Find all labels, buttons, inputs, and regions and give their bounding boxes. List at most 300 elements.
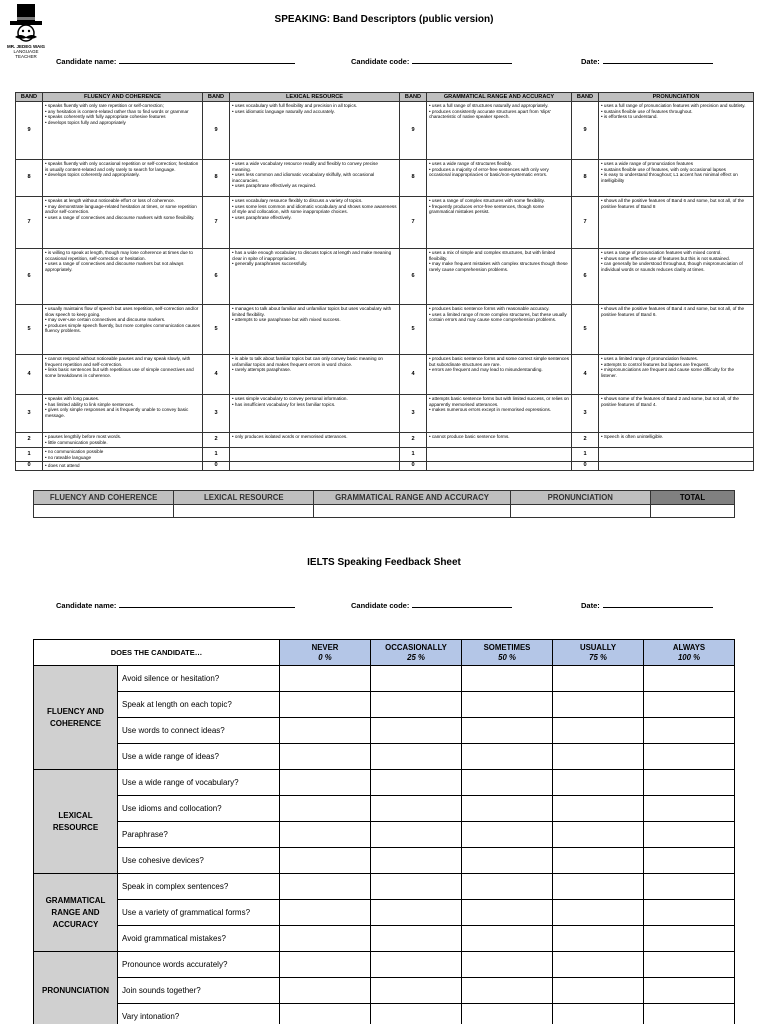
fc-descriptor-cell xyxy=(43,448,203,462)
descriptor-line: • is easy to understand throughout; L1 accent has minimal effect on intelligibility xyxy=(601,172,738,183)
descriptor-line: • any hesitation is content-related rather than to find words or grammar xyxy=(45,108,189,114)
band-descriptors-table xyxy=(15,92,754,471)
gra-descriptor-cell xyxy=(427,448,572,462)
rating-cell[interactable] xyxy=(553,692,644,718)
descriptor-line: • produces basic sentence forms with reasonable accuracy. xyxy=(429,306,550,311)
rating-cell[interactable] xyxy=(462,848,553,874)
band-row xyxy=(16,305,754,355)
descriptor-line: • may demonstrate language-related hesitation at times, or some repetition and/or self-correction. xyxy=(45,203,197,215)
does-the-candidate-header: DOES THE CANDIDATE… xyxy=(34,640,280,666)
rating-cell[interactable] xyxy=(644,1004,735,1024)
question-row xyxy=(34,692,735,718)
band-number: 3 xyxy=(16,395,43,433)
pr-descriptor-cell xyxy=(599,160,754,197)
rating-cell[interactable] xyxy=(462,770,553,796)
descriptor-line: • uses a wide range of structures flexibly. xyxy=(429,161,512,166)
rating-cell[interactable] xyxy=(280,718,371,744)
descriptor-line: • uses vocabulary with full flexibility and precision in all topics. xyxy=(232,103,358,108)
descriptor-line: • uses paraphrase effectively. xyxy=(232,214,292,220)
band-number: 7 xyxy=(203,197,230,249)
rating-cell[interactable] xyxy=(280,666,371,692)
band-number: 1 xyxy=(400,448,427,462)
band-number: 8 xyxy=(203,160,230,197)
rating-cell[interactable] xyxy=(644,692,735,718)
pr-descriptor-cell xyxy=(599,433,754,448)
band-number: 5 xyxy=(572,305,599,355)
band-number: 9 xyxy=(572,102,599,160)
descriptor-line: • produces simple speech fluently, but more complex communication causes fluency problems. xyxy=(45,322,200,334)
rating-cell[interactable] xyxy=(644,744,735,770)
date-label: Date: xyxy=(581,57,600,66)
rating-cell[interactable] xyxy=(371,822,462,848)
rating-cell[interactable] xyxy=(553,848,644,874)
rating-cell[interactable] xyxy=(371,666,462,692)
descriptor-line: • gives only simple responses and is frequently unable to convey basic message. xyxy=(45,407,189,418)
descriptor-line: • shows all the positive features of Band 4 and some, but not all, of the positive features of Band 6. xyxy=(601,306,745,317)
descriptor-line: • usually maintains flow of speech but uses repetition, self-correction and/or slow speech to keep going. xyxy=(45,306,199,317)
fc-descriptor-cell xyxy=(43,305,203,355)
band-number: 5 xyxy=(203,305,230,355)
descriptor-line: • uses simple vocabulary to convey personal information. xyxy=(232,396,348,401)
rating-cell[interactable] xyxy=(462,692,553,718)
band-number: 8 xyxy=(572,160,599,197)
descriptor-line: • uses less common and idiomatic vocabulary skilfully, with occasional inaccuracies. xyxy=(232,172,375,183)
category-label: GRAMMATICAL RANGE AND ACCURACY xyxy=(34,874,118,952)
descriptor-line: • shows some effective use of features but this is not sustained. xyxy=(601,255,730,261)
candidate-code-field[interactable] xyxy=(412,600,512,608)
descriptor-line: • has a wide enough vocabulary to discuss topics at length and make meaning clear in spite of inappropriacies. xyxy=(232,250,392,261)
descriptor-line: • speaks with long pauses. xyxy=(45,396,100,401)
col-header: BAND xyxy=(203,93,230,102)
rating-cell[interactable] xyxy=(280,770,371,796)
descriptor-line: • shows all the positive features of Band 6 and some, but not all, of the positive features of Band 8 xyxy=(601,198,745,209)
question-label: Use words to connect ideas? xyxy=(118,718,280,744)
band-number: 0 xyxy=(400,462,427,471)
band-row xyxy=(16,462,754,471)
question-label: Speak at length on each topic? xyxy=(118,692,280,718)
band-number: 1 xyxy=(16,448,43,462)
descriptor-line: • uses a full range of structures naturally and appropriately. xyxy=(429,103,549,108)
band-number: 6 xyxy=(16,249,43,305)
rating-cell[interactable] xyxy=(462,822,553,848)
lr-descriptor-cell xyxy=(230,197,400,249)
gra-descriptor-cell xyxy=(427,462,572,471)
lr-descriptor-cell xyxy=(230,433,400,448)
lr-descriptor-cell xyxy=(230,160,400,197)
descriptor-line: • has insufficient vocabulary for less familiar topics. xyxy=(232,401,336,407)
descriptor-line: • links basic sentences but with repetitious use of simple connectives and some breakdowns in coherence. xyxy=(45,367,194,378)
question-row xyxy=(34,900,735,926)
candidate-name-field[interactable] xyxy=(119,600,295,608)
candidate-code-field[interactable] xyxy=(412,56,512,64)
question-label: Paraphrase? xyxy=(118,822,280,848)
lr-descriptor-cell xyxy=(230,395,400,433)
rating-cell[interactable] xyxy=(553,744,644,770)
descriptor-line: • generally paraphrases successfully. xyxy=(232,261,308,267)
descriptor-line: • frequently produces error-free sentences, though some grammatical mistakes persist. xyxy=(429,203,544,215)
rating-cell[interactable] xyxy=(280,744,371,770)
gra-descriptor-cell xyxy=(427,197,572,249)
score-header: PRONUNCIATION xyxy=(510,491,650,505)
descriptor-line: • pauses lengthily before most words. xyxy=(45,434,122,439)
descriptor-line: • uses a range of pronunciation features with mixed control. xyxy=(601,250,722,255)
fc-descriptor-cell xyxy=(43,197,203,249)
rating-cell[interactable] xyxy=(644,770,735,796)
rating-cell[interactable] xyxy=(462,952,553,978)
question-label: Use a variety of grammatical forms? xyxy=(118,900,280,926)
band-row xyxy=(16,197,754,249)
question-row xyxy=(34,666,735,692)
descriptor-line: • uses a range of connectives and discourse markers but not always appropriately. xyxy=(45,261,184,272)
lr-descriptor-cell xyxy=(230,355,400,395)
descriptor-line: • uses a wide vocabulary resource readily and flexibly to convey precise meaning. xyxy=(232,161,378,172)
candidate-name-label: Candidate name: xyxy=(56,601,117,610)
rating-cell[interactable] xyxy=(462,874,553,900)
question-label: Use a wide range of vocabulary? xyxy=(118,770,280,796)
pr-descriptor-cell xyxy=(599,102,754,160)
descriptor-line: • uses a range of complex structures with some flexibility. xyxy=(429,198,545,203)
candidate-info-row xyxy=(56,56,736,66)
rating-cell[interactable] xyxy=(371,692,462,718)
descriptor-line: • uses idiomatic language naturally and accurately. xyxy=(232,108,335,114)
descriptor-line: • develops topics coherently and appropriately. xyxy=(45,172,140,178)
rating-cell[interactable] xyxy=(371,900,462,926)
rating-cell[interactable] xyxy=(462,978,553,1004)
pr-descriptor-cell xyxy=(599,448,754,462)
descriptor-line: • is willing to speak at length, though may lose coherence at times due to occasional repetition, self-correction or hesitation. xyxy=(45,250,193,261)
rating-cell[interactable] xyxy=(644,874,735,900)
rating-cell[interactable] xyxy=(371,874,462,900)
rating-cell[interactable] xyxy=(371,744,462,770)
descriptor-line: • only produces isolated words or memorised utterances. xyxy=(232,434,348,439)
pr-descriptor-cell xyxy=(599,305,754,355)
band-row xyxy=(16,160,754,197)
fc-descriptor-cell xyxy=(43,160,203,197)
rating-cell[interactable] xyxy=(462,1004,553,1024)
rating-cell[interactable] xyxy=(462,926,553,952)
descriptor-line: • manages to talk about familiar and unfamiliar topics but uses vocabulary with limited flexibility. xyxy=(232,306,392,317)
descriptor-line: • develops topics fully and appropriately xyxy=(45,119,126,125)
rating-cell[interactable] xyxy=(280,848,371,874)
band-number: 8 xyxy=(16,160,43,197)
question-row xyxy=(34,874,735,900)
lr-descriptor-cell xyxy=(230,448,400,462)
pr-descriptor-cell xyxy=(599,355,754,395)
rating-cell[interactable] xyxy=(462,666,553,692)
total-header: TOTAL xyxy=(650,491,734,505)
band-row xyxy=(16,448,754,462)
descriptor-line: • can generally be understood throughout, though mispronunciation of individual words or sounds reduces clarity at times. xyxy=(601,261,743,272)
gra-descriptor-cell xyxy=(427,355,572,395)
lr-descriptor-cell xyxy=(230,102,400,160)
rating-cell[interactable] xyxy=(553,666,644,692)
question-row xyxy=(34,848,735,874)
rating-cell[interactable] xyxy=(644,718,735,744)
fc-descriptor-cell xyxy=(43,433,203,448)
category-label: PRONUNCIATION xyxy=(34,952,118,1024)
pr-descriptor-cell xyxy=(599,462,754,471)
rating-cell[interactable] xyxy=(371,926,462,952)
rating-cell[interactable] xyxy=(644,978,735,1004)
band-number: 4 xyxy=(400,355,427,395)
rating-cell[interactable] xyxy=(371,978,462,1004)
question-label: Avoid grammatical mistakes? xyxy=(118,926,280,952)
rating-cell[interactable] xyxy=(644,952,735,978)
descriptor-line: • rarely attempts paraphrase. xyxy=(232,367,292,373)
gra-descriptor-cell xyxy=(427,160,572,197)
rating-cell[interactable] xyxy=(553,1004,644,1024)
descriptor-line: • is able to talk about familiar topics but can only convey basic meaning on unfamiliar topics and makes frequent errors in word choice. xyxy=(232,356,383,367)
rating-cell[interactable] xyxy=(553,718,644,744)
band-number: 7 xyxy=(572,197,599,249)
gra-descriptor-cell xyxy=(427,395,572,433)
lr-descriptor-cell xyxy=(230,462,400,471)
lr-score-cell[interactable] xyxy=(174,505,314,518)
band-number: 6 xyxy=(400,249,427,305)
rating-cell[interactable] xyxy=(371,952,462,978)
descriptor-line: • uses a full range of pronunciation features with precision and subtlety. xyxy=(601,103,746,108)
descriptor-header-row xyxy=(16,93,754,102)
fc-descriptor-cell xyxy=(43,102,203,160)
rating-cell[interactable] xyxy=(462,718,553,744)
band-number: 2 xyxy=(400,433,427,448)
rating-cell[interactable] xyxy=(553,900,644,926)
gra-descriptor-cell xyxy=(427,433,572,448)
rating-cell[interactable] xyxy=(462,900,553,926)
rating-cell[interactable] xyxy=(644,666,735,692)
descriptor-line: • does not attend xyxy=(45,463,80,469)
band-number: 7 xyxy=(400,197,427,249)
frequency-header: ALWAYS 100 % xyxy=(644,640,735,666)
descriptor-line: • attempts basic sentence forms but with limited success, or relies on apparently memorised utterances. xyxy=(429,396,569,407)
question-row xyxy=(34,770,735,796)
pr-descriptor-cell xyxy=(599,395,754,433)
descriptor-line: • may over-use certain connectives and discourse markers. xyxy=(45,317,166,323)
band-number: 4 xyxy=(572,355,599,395)
frequency-header: OCCASIONALLY 25 % xyxy=(371,640,462,666)
band-row xyxy=(16,433,754,448)
rating-cell[interactable] xyxy=(462,796,553,822)
category-label: LEXICAL RESOURCE xyxy=(34,770,118,874)
rating-cell[interactable] xyxy=(371,770,462,796)
fc-descriptor-cell xyxy=(43,249,203,305)
rating-cell[interactable] xyxy=(280,822,371,848)
descriptor-line: • speaks fluently with only occasional repetition or self-correction; hesitation is usually content-related and only rarely to search for language. xyxy=(45,161,199,172)
band-row xyxy=(16,102,754,160)
score-table xyxy=(33,490,735,518)
descriptor-line: • uses some less common and idiomatic vocabulary and shows some awareness of style and collocation, with some inappropriate choices. xyxy=(232,203,397,215)
fc-descriptor-cell xyxy=(43,355,203,395)
col-header: LEXICAL RESOURCE xyxy=(230,93,400,102)
band-number: 0 xyxy=(203,462,230,471)
col-header: BAND xyxy=(16,93,43,102)
gra-descriptor-cell xyxy=(427,305,572,355)
descriptor-line: • speaks fluently with only rare repetition or self-correction; xyxy=(45,103,164,108)
descriptor-line: • may make frequent mistakes with complex structures though these rarely cause comprehension problems. xyxy=(429,261,568,272)
descriptor-line: • produces a majority of error-free sentences with only very occasional inappropriacies or basic/non-systematic errors. xyxy=(429,166,549,178)
lr-descriptor-cell xyxy=(230,305,400,355)
frequency-header: SOMETIMES 50 % xyxy=(462,640,553,666)
rating-cell[interactable] xyxy=(553,926,644,952)
band-number: 2 xyxy=(16,433,43,448)
descriptor-line: • little communication possible. xyxy=(45,439,108,445)
descriptor-line: • is effortless to understand. xyxy=(601,114,658,120)
question-label: Use idioms and collocation? xyxy=(118,796,280,822)
band-number: 1 xyxy=(572,448,599,462)
rating-cell[interactable] xyxy=(371,796,462,822)
descriptor-line: • produces basic sentence forms and some correct simple sentences but subordinate structures are rare. xyxy=(429,356,569,367)
band-number: 9 xyxy=(16,102,43,160)
rating-cell[interactable] xyxy=(280,692,371,718)
rating-cell[interactable] xyxy=(280,874,371,900)
question-label: Speak in complex sentences? xyxy=(118,874,280,900)
rating-cell[interactable] xyxy=(644,926,735,952)
question-row xyxy=(34,926,735,952)
candidate-info-row-2 xyxy=(56,600,736,610)
gra-score-cell[interactable] xyxy=(314,505,510,518)
question-row xyxy=(34,796,735,822)
question-label: Join sounds together? xyxy=(118,978,280,1004)
descriptor-line: • shows some of the features of Band 2 and some, but not all, of the positive features of Band 4. xyxy=(601,396,739,407)
band-number: 6 xyxy=(203,249,230,305)
question-row xyxy=(34,744,735,770)
descriptor-line: • uses a limited range of pronunciation features. xyxy=(601,356,699,361)
question-row xyxy=(34,978,735,1004)
band-number: 3 xyxy=(400,395,427,433)
rating-cell[interactable] xyxy=(553,978,644,1004)
question-label: Vary intonation? xyxy=(118,1004,280,1024)
question-label: Avoid silence or hesitation? xyxy=(118,666,280,692)
descriptor-line: • no communication possible xyxy=(45,449,104,454)
band-number: 5 xyxy=(400,305,427,355)
descriptor-line: • speaks coherently with fully appropriate cohesive features xyxy=(45,114,166,120)
gra-descriptor-cell xyxy=(427,249,572,305)
band-row xyxy=(16,355,754,395)
candidate-code-label: Candidate code: xyxy=(351,601,410,610)
rating-cell[interactable] xyxy=(280,978,371,1004)
frequency-header: USUALLY 75 % xyxy=(553,640,644,666)
pr-score-cell[interactable] xyxy=(510,505,650,518)
descriptor-line: • uses a range of connectives and discourse markers with some flexibility. xyxy=(45,214,195,220)
rating-cell[interactable] xyxy=(371,1004,462,1024)
band-number: 3 xyxy=(572,395,599,433)
descriptor-line: • cannot produce basic sentence forms. xyxy=(429,434,510,439)
rating-cell[interactable] xyxy=(371,848,462,874)
page-title: SPEAKING: Band Descriptors (public version) xyxy=(274,14,494,25)
descriptor-line: • has limited ability to link simple sentences. xyxy=(45,401,135,407)
frequency-header: NEVER 0 % xyxy=(280,640,371,666)
descriptor-line: • speaks at length without noticeable effort or loss of coherence. xyxy=(45,198,175,203)
rating-cell[interactable] xyxy=(553,952,644,978)
col-header: BAND xyxy=(400,93,427,102)
band-number: 4 xyxy=(203,355,230,395)
rating-cell[interactable] xyxy=(280,900,371,926)
rating-cell[interactable] xyxy=(280,1004,371,1024)
candidate-name-label: Candidate name: xyxy=(56,57,117,66)
band-row xyxy=(16,249,754,305)
rating-cell[interactable] xyxy=(553,822,644,848)
rating-cell[interactable] xyxy=(553,770,644,796)
total-score-cell[interactable] xyxy=(650,505,734,518)
band-number: 0 xyxy=(16,462,43,471)
band-number: 9 xyxy=(400,102,427,160)
descriptor-line: • attempts to control features but lapses are frequent. xyxy=(601,361,710,367)
question-label: Use a wide range of ideas? xyxy=(118,744,280,770)
candidate-name-field[interactable] xyxy=(119,56,295,64)
rating-cell[interactable] xyxy=(553,796,644,822)
descriptor-line: • makes numerous errors except in memorised expressions. xyxy=(429,407,552,413)
question-row xyxy=(34,952,735,978)
date-field[interactable] xyxy=(603,600,713,608)
score-header: FLUENCY AND COHERENCE xyxy=(34,491,174,505)
descriptor-line: • sustains flexible use of features, with only occasional lapses xyxy=(601,166,726,172)
band-row xyxy=(16,395,754,433)
band-number: 2 xyxy=(572,433,599,448)
feedback-sheet-title: IELTS Speaking Feedback Sheet xyxy=(307,557,461,568)
rating-cell[interactable] xyxy=(644,822,735,848)
rating-cell[interactable] xyxy=(553,874,644,900)
gra-descriptor-cell xyxy=(427,102,572,160)
rating-cell[interactable] xyxy=(644,900,735,926)
descriptor-line: • attempts to use paraphrase but with mixed success. xyxy=(232,317,341,323)
fc-descriptor-cell xyxy=(43,395,203,433)
descriptor-line: • uses paraphrase effectively as required. xyxy=(232,183,317,189)
descriptor-line: • errors are frequent and may lead to misunderstanding. xyxy=(429,367,543,373)
category-label: FLUENCY AND COHERENCE xyxy=(34,666,118,770)
pr-descriptor-cell xyxy=(599,249,754,305)
pr-descriptor-cell xyxy=(599,197,754,249)
rating-cell[interactable] xyxy=(280,796,371,822)
band-number: 8 xyxy=(400,160,427,197)
descriptor-line: • Speech is often unintelligible. xyxy=(601,434,664,439)
question-row xyxy=(34,718,735,744)
rating-cell[interactable] xyxy=(644,796,735,822)
descriptor-line: • mispronunciations are frequent and cause some difficulty for the listener. xyxy=(601,367,735,378)
lr-descriptor-cell xyxy=(230,249,400,305)
rating-cell[interactable] xyxy=(280,926,371,952)
descriptor-line: • produces consistently accurate structures apart from 'slips' characteristic of native speaker speech. xyxy=(429,108,551,120)
col-header: FLUENCY AND COHERENCE xyxy=(43,93,203,102)
question-label: Pronounce words accurately? xyxy=(118,952,280,978)
candidate-code-label: Candidate code: xyxy=(351,57,410,66)
descriptor-line: • uses vocabulary resource flexibly to discuss a variety of topics. xyxy=(232,198,363,203)
col-header: PRONUNCIATION xyxy=(599,93,754,102)
question-row xyxy=(34,1004,735,1024)
band-number: 1 xyxy=(203,448,230,462)
band-number: 7 xyxy=(16,197,43,249)
logo-text: MR. JEDEG WAIG LANGUAGE TEACHER xyxy=(6,44,45,59)
rating-cell[interactable] xyxy=(280,952,371,978)
descriptor-line: • no rateable language xyxy=(45,454,92,460)
question-row xyxy=(34,822,735,848)
date-field[interactable] xyxy=(603,56,713,64)
band-number: 3 xyxy=(203,395,230,433)
fc-score-cell[interactable] xyxy=(34,505,174,518)
descriptor-line: • uses a limited range of more complex structures, but these usually contain errors and may cause some comprehension problems. xyxy=(429,311,567,323)
descriptor-line: • cannot respond without noticeable pauses and may speak slowly, with frequent repetition and self-correction. xyxy=(45,356,191,367)
fc-descriptor-cell xyxy=(43,462,203,471)
rating-cell[interactable] xyxy=(371,718,462,744)
descriptor-line: • sustains flexible use of features throughout. xyxy=(601,108,693,114)
score-header: GRAMMATICAL RANGE AND ACCURACY xyxy=(314,491,510,505)
rating-cell[interactable] xyxy=(462,744,553,770)
band-number: 2 xyxy=(203,433,230,448)
band-number: 4 xyxy=(16,355,43,395)
band-number: 6 xyxy=(572,249,599,305)
feedback-table xyxy=(33,639,735,1024)
rating-cell[interactable] xyxy=(644,848,735,874)
band-number: 9 xyxy=(203,102,230,160)
